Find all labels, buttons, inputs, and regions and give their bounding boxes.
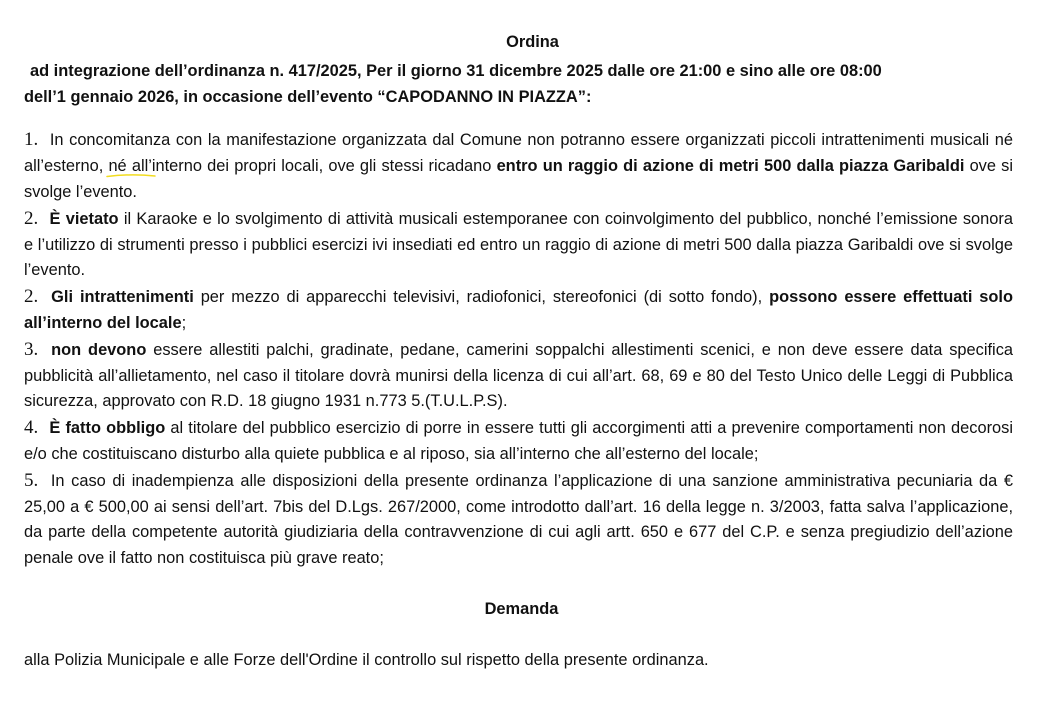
item-bold-text: non devono — [51, 340, 147, 359]
highlighted-text: né all’interno — [108, 157, 202, 176]
item-text: dei propri locali, ove gli stessi ricadano — [202, 157, 497, 176]
item-text: al titolare del pubblico esercizio di porre in essere tutti gli accorgimenti atti a prevenire comportamenti non decorosi e/o che costituiscano disturbo alla quiete pubblica e al riposo, sia all’interno che all’esterno del locale; — [24, 419, 1013, 463]
list-item-2 — [24, 206, 1013, 284]
heading-demanda: Demanda — [484, 599, 559, 618]
list-item-5 — [24, 468, 1013, 572]
list-item-3 — [24, 337, 1013, 415]
item-text: ; — [181, 313, 187, 332]
heading-ordina: Ordina — [506, 33, 559, 51]
list-item-4 — [24, 415, 1013, 468]
list-item-2b — [24, 284, 1013, 337]
closing-paragraph: alla Polizia Municipale e alle Forze dell'Ordine il controllo sul rispetto della presente ordinanza. — [24, 650, 709, 669]
item-bold-text: È fatto obbligo — [49, 419, 166, 438]
item-bold-text: È vietato — [49, 209, 119, 228]
item-number: 1. — [24, 129, 39, 151]
item-bold-text: Gli intrattenimenti — [51, 288, 194, 307]
item-bold-text: possono essere effettuati solo all’interno del locale — [24, 288, 1013, 332]
item-text: ove si svolge l’evento. — [24, 157, 1013, 201]
item-number: 2. — [24, 207, 39, 229]
item-text: In caso di inadempienza alle disposizioni della presente ordinanza l’applicazione di una sanzione amministrativa pecuniaria da € 25,00 a € 500,00 ai sensi dell’art. 7bis del D.Lgs. 267/2000, come introdotto dall’art. 16 della legge n. 3/2003, fatta salva l’applicazione, da parte della competente autorità giudiziaria della contravvenzione di cui agli artt. 650 e 677 del C.P. e senza pregiudizio dell’azione penale ove il fatto non costituisca più grave reato; — [24, 471, 1013, 568]
item-text: In concomitanza con la manifestazione organizzata dal Comune non potranno essere organizzati piccoli intrattenimenti musicali né all’esterno, — [24, 131, 1013, 176]
ordinance-list — [24, 127, 1013, 572]
item-number: 3. — [24, 338, 39, 360]
item-number: 5. — [24, 469, 39, 491]
item-bold-text: entro un raggio di azione di metri 500 dalla piazza Garibaldi — [496, 157, 965, 176]
item-text: essere allestiti palchi, gradinate, pedane, camerini soppalchi allestimenti scenici, e non deve essere data specifica pubblicità all’allietamento, nel caso il titolare dovrà munirsi della licenza di cui all’art. 68, 69 e 80 del Testo Unico delle Leggi di Pubblica sicurezza, approvato con R.D. 18 giugno 1931 n.773 5.(T.U.L.P.S). — [24, 340, 1014, 411]
intro-paragraph — [24, 59, 1013, 111]
list-item-1 — [24, 127, 1013, 205]
item-number: 4. — [24, 417, 39, 439]
item-number: 2. — [24, 286, 39, 308]
intro-line-2: dell’1 gennaio 2026, in occasione dell’evento “CAPODANNO IN PIAZZA”: — [24, 87, 592, 106]
intro-line-1: ad integrazione dell’ordinanza n. 417/2025, Per il giorno 31 dicembre 2025 dalle ore 21:00 e sino alle ore 08:00 — [30, 61, 882, 80]
highlighted-phrase — [108, 157, 202, 175]
item-text: il Karaoke e lo svolgimento di attività musicali estemporanee con coinvolgimento del pubblico, nonché l’emissione sonora e l’utilizzo di strumenti presso i pubblici esercizi ivi insediati ed entro un raggio di azione di metri 500 dalla piazza Garibaldi ove si svolge l’evento. — [24, 209, 1013, 280]
item-text: per mezzo di apparecchi televisivi, radiofonici, stereofonici (di sotto fondo), — [193, 288, 770, 307]
